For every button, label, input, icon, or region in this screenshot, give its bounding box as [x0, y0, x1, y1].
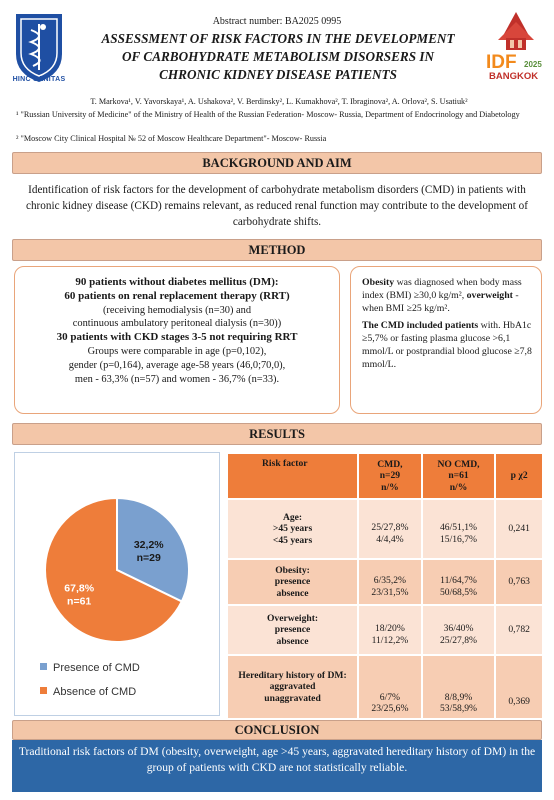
affiliation-1: ¹ "Russian University of Medicine" of the Ministry of Health of the Russian Federation- Moscow- Russia, Department of Endocrinology and Diabetology — [16, 110, 520, 119]
overweight-text: - when BMI ≥25 kg/m². — [362, 290, 519, 314]
section-heading-conclusion: CONCLUSION — [12, 720, 542, 740]
cmd-value-cell — [358, 499, 422, 559]
cmd-value-cell — [358, 605, 422, 655]
legend-swatch — [40, 687, 47, 694]
results-table — [226, 452, 544, 720]
col-header-risk-factor: Risk factor — [227, 453, 358, 499]
cmd-value-cell — [358, 559, 422, 605]
legend-item-presence — [40, 662, 140, 674]
section-heading-results: RESULTS — [12, 423, 542, 445]
cmd-label: The CMD included patients — [362, 320, 479, 331]
obesity-criteria — [362, 276, 534, 315]
risk-factor-label: unaggravated — [264, 692, 321, 704]
section-heading-method: METHOD — [12, 239, 542, 261]
title-line: ASSESSMENT OF RISK FACTORS IN THE DEVELOPMENT — [101, 31, 455, 46]
no-cmd-value-cell — [422, 655, 496, 719]
risk-factor-cell — [227, 499, 358, 559]
no-cmd-value-cell — [422, 605, 496, 655]
idf-text: IDF — [486, 52, 517, 73]
table-row — [227, 605, 543, 655]
value-text: 11/12,2% — [371, 635, 409, 646]
risk-factor-label: presence — [274, 624, 311, 636]
p-value-cell: 0,782 — [495, 605, 543, 655]
risk-factor-label: absence — [276, 587, 309, 599]
method-line: Groups were comparable in age (p=0,102), — [87, 345, 267, 357]
value-text: 15/16,7% — [440, 534, 478, 545]
title-line: OF CARBOHYDRATE METABOLISM DISORSERS IN — [122, 49, 434, 64]
pie-count-label: n=29 — [136, 552, 161, 565]
method-line: 60 patients on renal replacement therapy (RRT) — [64, 289, 290, 302]
col-header-p: p χ2 — [495, 453, 543, 499]
value-text: 6/35,2% — [373, 575, 407, 587]
risk-factor-label: Hereditary history of DM: — [238, 669, 347, 681]
risk-factor-cell — [227, 655, 358, 719]
table-row — [227, 655, 543, 719]
risk-factor-cell — [227, 559, 358, 605]
value-text: 23/31,5% — [371, 587, 409, 598]
value-text: 36/40% — [443, 623, 474, 635]
table-row — [227, 559, 543, 605]
value-text: 50/68,5% — [440, 587, 478, 598]
value-text: 18/20% — [374, 623, 405, 635]
risk-factor-label: absence — [276, 635, 309, 647]
legend-label: Absence of CMD — [53, 686, 137, 698]
risk-factor-cell — [227, 605, 358, 655]
idf-city: BANGKOK — [489, 71, 539, 82]
p-value-cell: 0,763 — [495, 559, 543, 605]
title-line: CHRONIC KIDNEY DISEASE PATIENTS — [159, 67, 397, 82]
legend-swatch — [40, 663, 47, 670]
abstract-number: Abstract number: BA2025 0995 — [212, 16, 342, 27]
method-line: 90 patients without diabetes mellitus (DM): — [75, 276, 279, 288]
cmd-value-cell — [358, 655, 422, 719]
affiliation-2: ² "Moscow City Clinical Hospital № 52 of Moscow Healthcare Department"- Moscow- Russia — [16, 134, 327, 143]
risk-factor-label: presence — [274, 576, 311, 588]
legend-item-absence — [40, 686, 136, 698]
cmd-criteria — [362, 319, 534, 371]
cmd-pie-chart — [14, 452, 220, 716]
method-line: gender (p=0,164), average age-58 years (46,0;70,0), — [68, 359, 286, 371]
p-value-cell: 0,369 — [495, 655, 543, 719]
value-text: 11/64,7% — [440, 575, 477, 587]
value-text: 4/4,4% — [376, 534, 404, 545]
p-value-cell: 0,241 — [495, 499, 543, 559]
method-line: men - 63,3% (n=57) and women - 36,7% (n=33). — [74, 373, 280, 385]
risk-factor-label: aggravated — [269, 681, 316, 693]
table-header-row — [227, 453, 543, 499]
value-text: 25/27,8% — [371, 522, 409, 534]
no-cmd-value-cell — [422, 499, 496, 559]
value-text: 23/25,6% — [371, 703, 409, 715]
value-text: 46/51,1% — [440, 522, 478, 534]
table-row — [227, 499, 543, 559]
risk-factor-label: Age: — [282, 511, 303, 523]
method-line: continuous ambulatory peritoneal dialysis (n=30)) — [72, 318, 282, 330]
author-list: T. Markova¹, V. Yavorskaya¹, A. Ushakova², V. Berdinsky², L. Kumakhova², T. Ibraginova², A. Orlova², S. Usatiuk² — [90, 97, 468, 106]
value-text: 6/7% — [379, 691, 401, 703]
logo-motto: HINC SANITAS — [12, 76, 66, 83]
risk-factor-label: >45 years — [272, 523, 313, 535]
pie-percent-label: 67,8% — [64, 582, 95, 595]
no-cmd-value-cell — [422, 559, 496, 605]
method-line: (receiving hemodialysis (n=30) and — [102, 304, 252, 316]
risk-factor-label: Overweight: — [266, 612, 319, 624]
risk-factor-label: <45 years — [272, 534, 313, 546]
pie-percent-label: 32,2% — [133, 539, 164, 552]
obesity-label: Obesity — [362, 277, 395, 288]
section-heading-background: BACKGROUND AND AIM — [12, 152, 542, 174]
value-text: 8/8,9% — [444, 691, 473, 703]
col-header-cmd: CMD, n=29 n/% — [358, 453, 422, 499]
pie-count-label: n=61 — [67, 595, 92, 608]
poster-title — [70, 30, 486, 84]
method-criteria-text — [362, 276, 534, 371]
overweight-label: overweight — [466, 290, 513, 301]
cmd-text: with. HbA1c ≥5,7% or fasting plasma glucose >6,1 mmol/L or postprandial blood glucose ≥7,8 mmol/L. — [362, 320, 532, 370]
conclusion-text: Traditional risk factors of DM (obesity, overweight, age >45 years, aggravated hereditary history of DM) in the group of patients with CKD are not statistically reliable. — [12, 740, 542, 792]
obesity-text: was diagnosed when body mass index (BMI) ≥30,0 kg/m², — [362, 277, 522, 301]
value-text: 53/58,9% — [440, 703, 478, 715]
risk-factor-label: Obesity: — [275, 564, 310, 576]
idf-year: 2025 — [524, 60, 542, 69]
legend-label: Presence of CMD — [53, 662, 140, 674]
poster-header — [0, 0, 554, 148]
method-line: 30 patients with CKD stages 3-5 not requiring RRT — [56, 331, 298, 344]
method-cohort-text — [18, 276, 336, 386]
value-text: 25/27,8% — [440, 635, 478, 646]
background-text: Identification of risk factors for the development of carbohydrate metabolism disorders (CMD) in patients with chronic kidney disease (CKD) remains relevant, as reduced renal function may contribute to the development of carbohydrate shifts. — [25, 184, 529, 228]
col-header-no-cmd: NO CMD, n=61 n/% — [422, 453, 496, 499]
